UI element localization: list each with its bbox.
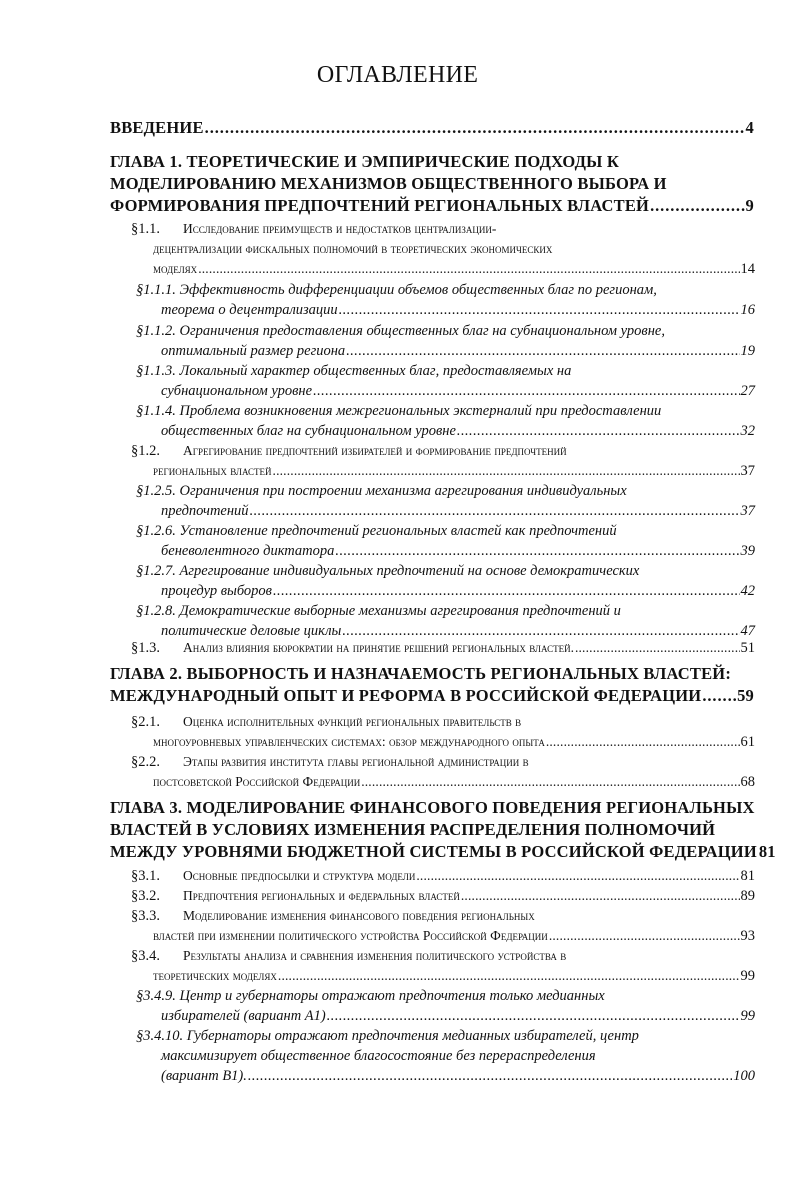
entry-title-line: Результаты анализа и сравнения изменения политического устройства в [183,948,567,963]
page-number: 9 [745,196,754,215]
dot-leader [313,381,739,401]
entry-title-line: ГЛАВА 3. МОДЕЛИРОВАНИЕ ФИНАНСОВОГО ПОВЕДЕНИЯ РЕГИОНАЛЬНЫХ [110,798,755,817]
toc-line [110,686,754,708]
dot-leader [416,866,739,886]
dot-leader [205,118,745,138]
toc-line [131,886,755,906]
toc-line [110,664,754,686]
toc-subsection-entry [131,481,755,521]
toc-subsection-entry [131,280,755,320]
entry-title-line: ВВЕДЕНИЕ [110,118,204,137]
toc-line [131,361,755,381]
entry-title-line: максимизирует общественное благосостояние без перераспределения [161,1048,596,1064]
toc-line [131,561,755,581]
toc-line [131,1026,755,1046]
toc-line [110,196,754,218]
dot-leader [650,196,744,216]
dot-leader [250,501,740,521]
toc-line [131,381,755,401]
entry-title-line: §1.2.8. Демократические выборные механизмы агрегирования предпочтений и [136,603,621,619]
page-number: 59 [737,686,754,705]
toc-line [131,1066,755,1086]
toc-subsection-entry [131,601,755,641]
page-number: 81 [758,842,776,861]
toc-subsection-entry [131,1026,755,1086]
entry-title-line: теоретических моделях [153,968,277,983]
toc-line [131,772,755,792]
toc-subsection-entry [131,401,755,441]
entry-title-line: Анализ влияния бюрократии на принятие решений региональных властей. [183,640,574,655]
dot-leader [549,926,740,946]
section-number: §3.3. [131,908,160,924]
section-number: §1.1. [131,221,160,237]
toc-line [131,259,755,279]
entry-title-line: избирателей (вариант A1) [161,1008,326,1024]
entry-title-line: ГЛАВА 1. ТЕОРЕТИЧЕСКИЕ И ЭМПИРИЧЕСКИЕ ПОДХОДЫ К [110,152,620,171]
dot-leader [575,638,740,658]
toc-line [131,986,755,1006]
dot-leader [546,732,740,752]
toc-line [131,712,755,732]
entry-title-line: Этапы развития института главы региональной администрации в [183,754,529,769]
dot-leader [198,259,739,279]
toc-line [131,401,755,421]
section-number: §3.1. [131,868,160,884]
toc-line [110,842,776,864]
dot-leader [461,886,740,906]
toc-line [110,798,754,820]
page-number: 61 [740,734,755,750]
toc-line [110,118,754,140]
toc-chapter-entry [110,664,754,708]
page-number: 47 [740,623,755,639]
section-number: §2.2. [131,754,160,770]
entry-title-line: моделях [153,261,198,276]
entry-title-line: §1.2.6. Установление предпочтений региональных властей как предпочтений [136,523,617,539]
dot-leader [278,966,740,986]
entry-title-line: МОДЕЛИРОВАНИЮ МЕХАНИЗМОВ ОБЩЕСТВЕННОГО ВЫБОРА И [110,174,667,193]
entry-title-line: МЕЖДУ УРОВНЯМИ БЮДЖЕТНОЙ СИСТЕМЫ В РОССИЙСКОЙ ФЕДЕРАЦИИ [110,842,757,861]
page-number: 32 [740,423,755,439]
toc-line [131,341,755,361]
toc-line [131,501,755,521]
section-number: §1.2. [131,443,160,459]
toc-subsection-entry [131,321,755,361]
page-number: 93 [740,928,755,944]
entry-title-line: §1.1.2. Ограничения предоставления общественных благ на субнациональном уровне, [136,323,665,339]
dot-leader [327,1006,740,1026]
toc-line [131,946,755,966]
toc-chapter-entry [110,798,776,864]
toc-line [110,174,754,196]
toc-line [131,732,755,752]
toc-line [131,638,755,658]
section-number: §1.3. [131,640,160,656]
dot-leader [273,461,740,481]
entry-title-line: Оценка исполнительных функций региональных правительств в [183,714,522,729]
entry-title-line: беневолентного диктатора [161,543,335,559]
toc-line [131,906,755,926]
toc-line [131,601,755,621]
toc-section-entry [131,946,755,986]
toc-section-entry [131,638,755,658]
page-number: 89 [740,888,755,904]
page-number: 51 [740,640,755,656]
toc-line [131,421,755,441]
toc-line [110,820,754,842]
toc-line [131,521,755,541]
entry-title-line: Моделирование изменения финансового поведения региональных [183,908,535,923]
toc-chapter-entry [110,152,754,218]
entry-title-line: ГЛАВА 2. ВЫБОРНОСТЬ И НАЗНАЧАЕМОСТЬ РЕГИОНАЛЬНЫХ ВЛАСТЕЙ: [110,664,732,683]
dot-leader [335,541,739,561]
toc-line [131,926,755,946]
dot-leader [361,772,739,792]
toc-section-entry [131,886,755,906]
toc-subsection-entry [131,521,755,561]
section-number: §3.2. [131,888,160,904]
entry-title-line: региональных властей [153,463,272,478]
toc-line [131,1006,755,1026]
entry-title-line: постсоветской Российской Федерации [153,774,361,789]
dot-leader [702,686,736,706]
page-number: 14 [740,261,755,277]
page-number: 99 [740,1008,755,1024]
entry-title-line: процедур выборов [161,583,272,599]
toc-line [131,541,755,561]
entry-title-line: властей при изменении политического устройства Российской Федерации [153,928,548,943]
page-number: 4 [745,118,754,137]
toc-line [131,581,755,601]
page-number: 68 [740,774,755,790]
toc-section-entry [131,219,755,279]
page-number: 99 [740,968,755,984]
toc-line [131,752,755,772]
toc-section-entry [131,712,755,752]
toc-line [131,219,755,239]
dot-leader [248,1066,732,1086]
toc-line [131,966,755,986]
entry-title-line: политические деловые циклы [161,623,342,639]
entry-title-line: ФОРМИРОВАНИЯ ПРЕДПОЧТЕНИЙ РЕГИОНАЛЬНЫХ ВЛАСТЕЙ [110,196,650,215]
page-number: 16 [740,302,755,318]
toc-chapter-entry [110,118,754,140]
entry-title-line: оптимальный размер региона [161,343,346,359]
entry-title-line: §1.1.3. Локальный характер общественных благ, предоставляемых на [136,363,572,379]
entry-title-line: §1.1.1. Эффективность дифференциации объемов общественных благ по регионам, [136,282,657,298]
entry-title-line: Исследование преимуществ и недостатков централизации- [183,221,497,236]
toc-subsection-entry [131,561,755,601]
entry-title-line: Агрегирование предпочтений избирателей и формирование предпочтений [183,443,567,458]
toc-line [131,441,755,461]
entry-title-line: децентрализации фискальных полномочий в теоретических экономических [153,241,553,256]
toc-line [110,152,754,174]
page-number: 39 [740,543,755,559]
entry-title-line: §1.2.5. Ограничения при построении механизма агрегирования индивидуальных [136,483,627,499]
toc-line [131,321,755,341]
page-number: 37 [740,463,755,479]
entry-title-line: §1.2.7. Агрегирование индивидуальных предпочтений на основе демократических [136,563,640,579]
page-number: 27 [740,383,755,399]
dot-leader [346,341,739,361]
entry-title-line: Предпочтения региональных и федеральных властей [183,888,460,903]
toc-line [131,866,755,886]
entry-title-line: §3.4.9. Центр и губернаторы отражают предпочтения только медианных [136,988,605,1004]
page-number: 42 [740,583,755,599]
toc-section-entry [131,906,755,946]
entry-title-line: МЕЖДУНАРОДНЫЙ ОПЫТ И РЕФОРМА В РОССИЙСКОЙ ФЕДЕРАЦИИ [110,686,702,705]
entry-title-line: теорема о децентрализации [161,302,338,318]
dot-leader [457,421,740,441]
toc-line [131,1046,755,1066]
toc-line [131,461,755,481]
section-number: §2.1. [131,714,160,730]
entry-title-line: многоуровневых управленческих системах: обзор международного опыта [153,734,545,749]
entry-title-line: (вариант B1). [161,1068,247,1084]
toc-line [131,239,755,259]
page-number: 37 [740,503,755,519]
toc-subsection-entry [131,361,755,401]
toc-line [131,481,755,501]
toc-line [131,300,755,320]
toc-section-entry [131,441,755,481]
entry-title-line: субнациональном уровне [161,383,313,399]
toc-section-entry [131,866,755,886]
entry-title-line: ВЛАСТЕЙ В УСЛОВИЯХ ИЗМЕНЕНИЯ РАСПРЕДЕЛЕНИЯ ПОЛНОМОЧИЙ [110,820,716,839]
page-number: 19 [740,343,755,359]
entry-title-line: §1.1.4. Проблема возникновения межрегиональных экстерналий при предоставлении [136,403,662,419]
dot-leader [273,581,740,601]
page-number: 81 [740,868,755,884]
entry-title-line: предпочтений [161,503,249,519]
section-number: §3.4. [131,948,160,964]
page-title: ОГЛАВЛЕНИЕ [316,62,479,88]
entry-title-line: Основные предпосылки и структура модели [183,868,416,883]
toc-subsection-entry [131,986,755,1026]
entry-title-line: общественных благ на субнациональном уровне [161,423,456,439]
toc-section-entry [131,752,755,792]
entry-title-line: §3.4.10. Губернаторы отражают предпочтения медианных избирателей, центр [136,1028,639,1044]
dot-leader [339,300,740,320]
toc-line [131,280,755,300]
page-number: 100 [733,1068,755,1084]
